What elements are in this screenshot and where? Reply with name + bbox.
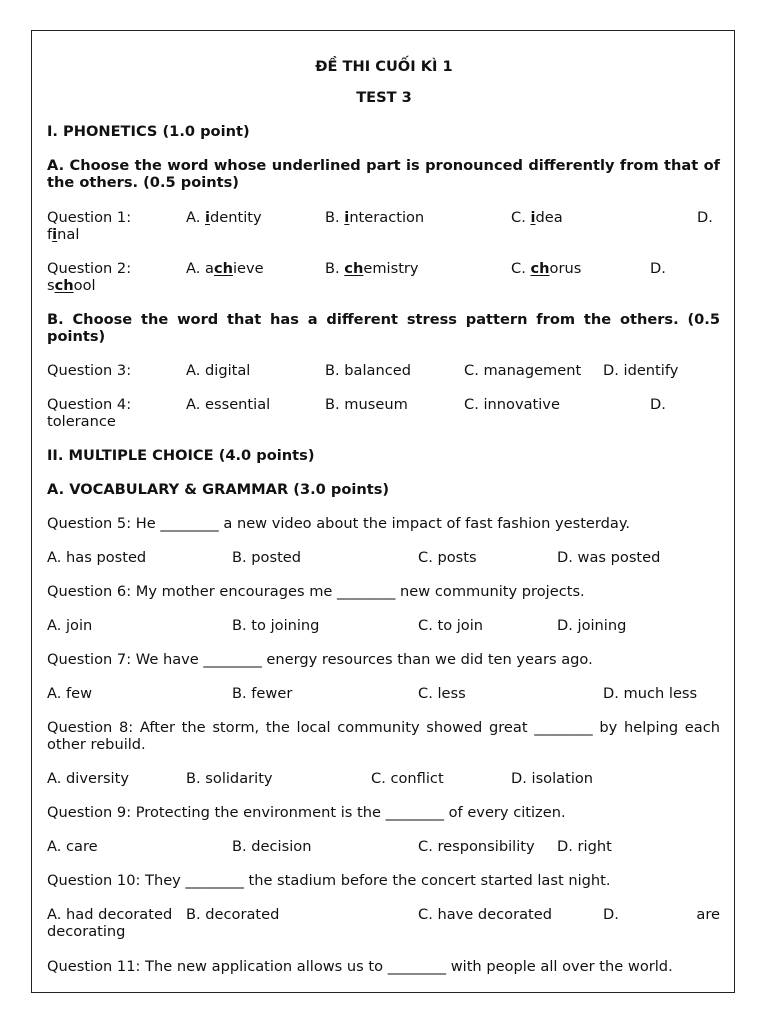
question-10-option-a: A. had decorated [47,906,173,923]
question-8-option-c: C. conflict [371,770,444,787]
question-2-option-a: A. achieve [186,260,264,277]
question-7-option-d: D. much less [603,685,698,702]
question-10-cont [47,923,720,940]
question-1-option-c: C. idea [511,209,563,226]
question-8-option-a: A. diversity [47,770,129,787]
section-phonetics-heading: I. PHONETICS (1.0 point) [47,123,250,140]
question-5-option-d: D. was posted [557,549,661,566]
question-5-text: Question 5: He ________ a new video about the impact of fast fashion yesterday. [47,515,631,532]
question-1-option-b: B. interaction [325,209,425,226]
question-2-option-b: B. chemistry [325,260,419,277]
question-6-text: Question 6: My mother encourages me ________ new community projects. [47,583,585,600]
question-10-options [47,906,720,923]
question-10-option-b: B. decorated [186,906,280,923]
question-6-option-c: C. to join [418,617,484,634]
question-1-cont [47,226,720,243]
question-7-option-c: C. less [418,685,466,702]
question-4-option-b: B. museum [325,396,408,413]
question-5-option-c: C. posts [418,549,477,566]
question-9-option-b: B. decision [232,838,312,855]
question-4-label: Question 4: [47,396,132,413]
question-4-option-c: C. innovative [464,396,560,413]
question-8-option-d: D. isolation [511,770,594,787]
question-10-option-c: C. have decorated [418,906,553,923]
question-2-option-d-label: D. [650,260,666,277]
question-10-option-d-word: are [696,906,720,923]
part-a-instruction: A. Choose the word whose underlined part is pronounced differently from that of the others. (0.5 points) [47,157,720,191]
question-2 [47,260,720,277]
question-8-options [47,770,720,787]
question-3 [47,362,720,379]
vocab-grammar-heading: A. VOCABULARY & GRAMMAR (3.0 points) [47,481,390,498]
exam-title: ĐỀ THI CUỐI KÌ 1 [315,58,453,75]
question-7-options [47,685,720,702]
question-9-option-c: C. responsibility [418,838,535,855]
question-8-option-b: B. solidarity [186,770,273,787]
question-8-text: Question 8: After the storm, the local community showed great ________ by helping each other rebuild. [47,719,720,753]
question-10-option-d-label: D. [603,906,619,923]
question-6-option-b: B. to joining [232,617,320,634]
question-7-option-a: A. few [47,685,93,702]
question-1-option-d-label: D. [697,209,713,226]
question-6-option-a: A. join [47,617,93,634]
question-1-option-d: final [47,226,80,243]
question-4-option-d: tolerance [47,413,116,430]
question-4-cont [47,413,720,430]
question-3-option-d: D. identify [603,362,679,379]
question-2-option-d: school [47,277,96,294]
question-5-options [47,549,720,566]
question-10-option-d-cont: decorating [47,923,126,940]
question-9-option-d: D. right [557,838,612,855]
question-4-option-d-label: D. [650,396,666,413]
question-1-option-a: A. identity [186,209,262,226]
question-2-label: Question 2: [47,260,132,277]
question-11-text: Question 11: The new application allows us to ________ with people all over the world. [47,958,673,975]
question-9-text: Question 9: Protecting the environment is the ________ of every citizen. [47,804,566,821]
part-b-instruction: B. Choose the word that has a different stress pattern from the others. (0.5 points) [47,311,720,345]
question-1 [47,209,720,226]
question-4-option-a: A. essential [186,396,271,413]
question-6-options [47,617,720,634]
question-7-text: Question 7: We have ________ energy resources than we did ten years ago. [47,651,593,668]
question-9-option-a: A. care [47,838,98,855]
question-5-option-b: B. posted [232,549,302,566]
section-multiple-choice-heading: II. MULTIPLE CHOICE (4.0 points) [47,447,315,464]
question-4 [47,396,720,413]
question-10-text: Question 10: They ________ the stadium before the concert started last night. [47,872,611,889]
question-3-option-c: C. management [464,362,582,379]
question-6-option-d: D. joining [557,617,627,634]
question-1-label: Question 1: [47,209,132,226]
question-5-option-a: A. has posted [47,549,147,566]
question-3-option-b: B. balanced [325,362,412,379]
question-7-option-b: B. fewer [232,685,293,702]
question-2-cont [47,277,720,294]
question-3-option-a: A. digital [186,362,251,379]
test-subtitle: TEST 3 [356,89,412,106]
question-3-label: Question 3: [47,362,132,379]
question-9-options [47,838,720,855]
question-2-option-c: C. chorus [511,260,582,277]
